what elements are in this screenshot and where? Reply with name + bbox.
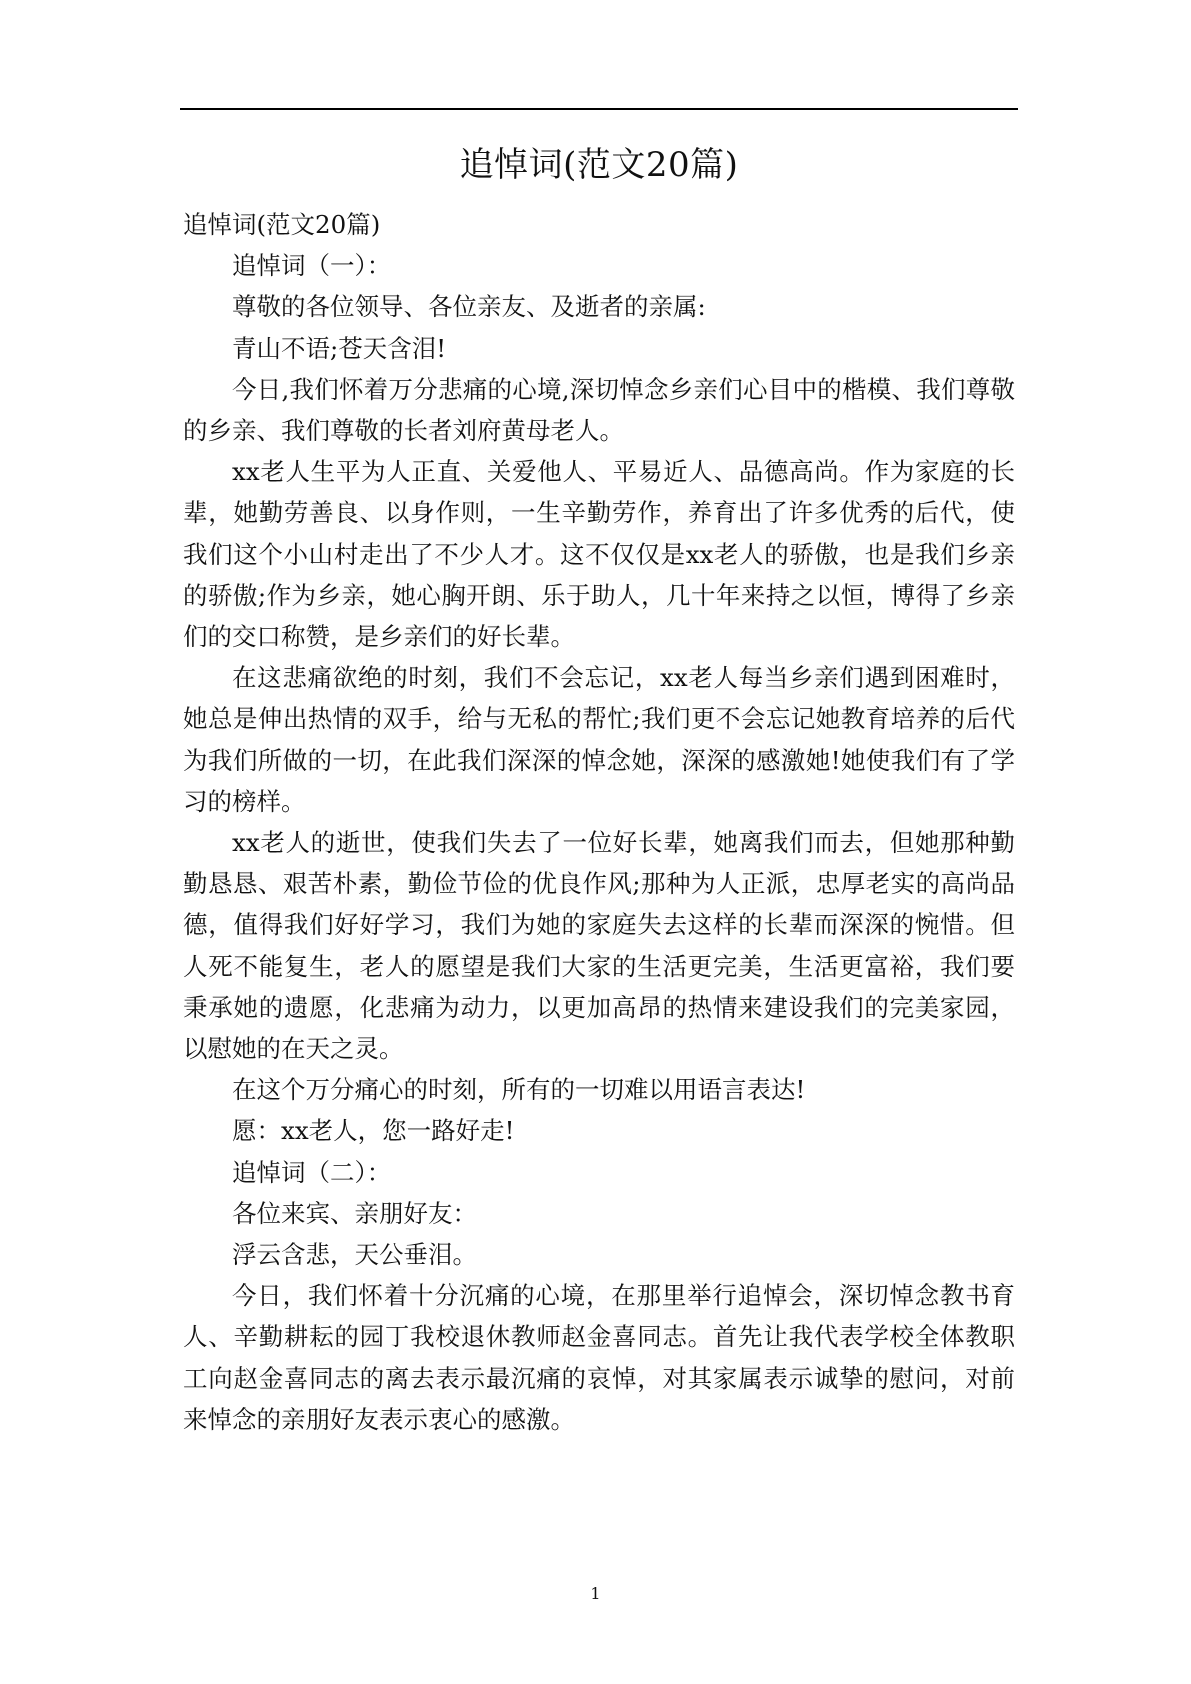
page-number: 1 [590,1584,601,1603]
paragraph: 追悼词(范文20篇) [183,210,381,239]
document-body [183,204,1015,1440]
paragraph: 今日,我们怀着万分悲痛的心境,深切悼念乡亲们心目中的楷模、我们尊敬的乡亲、我们尊敬的长者刘府黄母老人。 [183,374,1015,446]
paragraph: xx老人生平为人正直、关爱他人、平易近人、品德高尚。作为家庭的长辈，她勤劳善良、以身作则，一生辛勤劳作，养育出了许多优秀的后代，使我们这个小山村走出了不少人才。这不仅仅是xx老人的骄傲，也是我们乡亲的骄傲;作为乡亲，她心胸开朗、乐于助人，几十年来持之以恒，博得了乡亲们的交口称赞，是乡亲们的好长辈。 [183,457,1015,652]
paragraph: 追悼词（二）： [232,1157,392,1187]
paragraph: 今日，我们怀着十分沉痛的心境，在那里举行追悼会，深切悼念教书育人、辛勤耕耘的园丁我校退休教师赵金喜同志。首先让我代表学校全体教职工向赵金喜同志的离去表示最沉痛的哀悼，对其家属表示诚挚的慰问，对前来悼念的亲朋好友表示衷心的感激。 [183,1281,1015,1434]
paragraph: 追悼词（一）： [232,251,392,281]
document-title: 追悼词(范文20篇) [459,145,739,185]
paragraph: 在这悲痛欲绝的时刻，我们不会忘记，xx老人每当乡亲们遇到困难时，她总是伸出热情的双手，给与无私的帮忙;我们更不会忘记她教育培养的后代为我们所做的一切，在此我们深深的悼念她，深深的感激她!她使我们有了学习的榜样。 [183,663,1015,816]
paragraph: 各位来宾、亲朋好友： [232,1198,477,1228]
paragraph: 浮云含悲，天公垂泪。 [232,1240,477,1270]
paragraph: xx老人的逝世，使我们失去了一位好长辈，她离我们而去，但她那种勤勤恳恳、艰苦朴素，勤俭节俭的优良作风;那种为人正派，忠厚老实的高尚品德，值得我们好好学习，我们为她的家庭失去这样的长辈而深深的惋惜。但人死不能复生，老人的愿望是我们大家的生活更完美，生活更富裕，我们要秉承她的遗愿，化悲痛为动力，以更加高昂的热情来建设我们的完美家园，以慰她的在天之灵。 [183,828,1015,1064]
header-rule [180,108,1018,110]
paragraph: 在这个万分痛心的时刻，所有的一切难以用语言表达! [232,1075,806,1105]
paragraph: 青山不语;苍天含泪! [232,333,447,363]
paragraph: 尊敬的各位领导、各位亲友、及逝者的亲属: [232,292,706,322]
paragraph: 愿：xx老人，您一路好走! [232,1116,515,1146]
